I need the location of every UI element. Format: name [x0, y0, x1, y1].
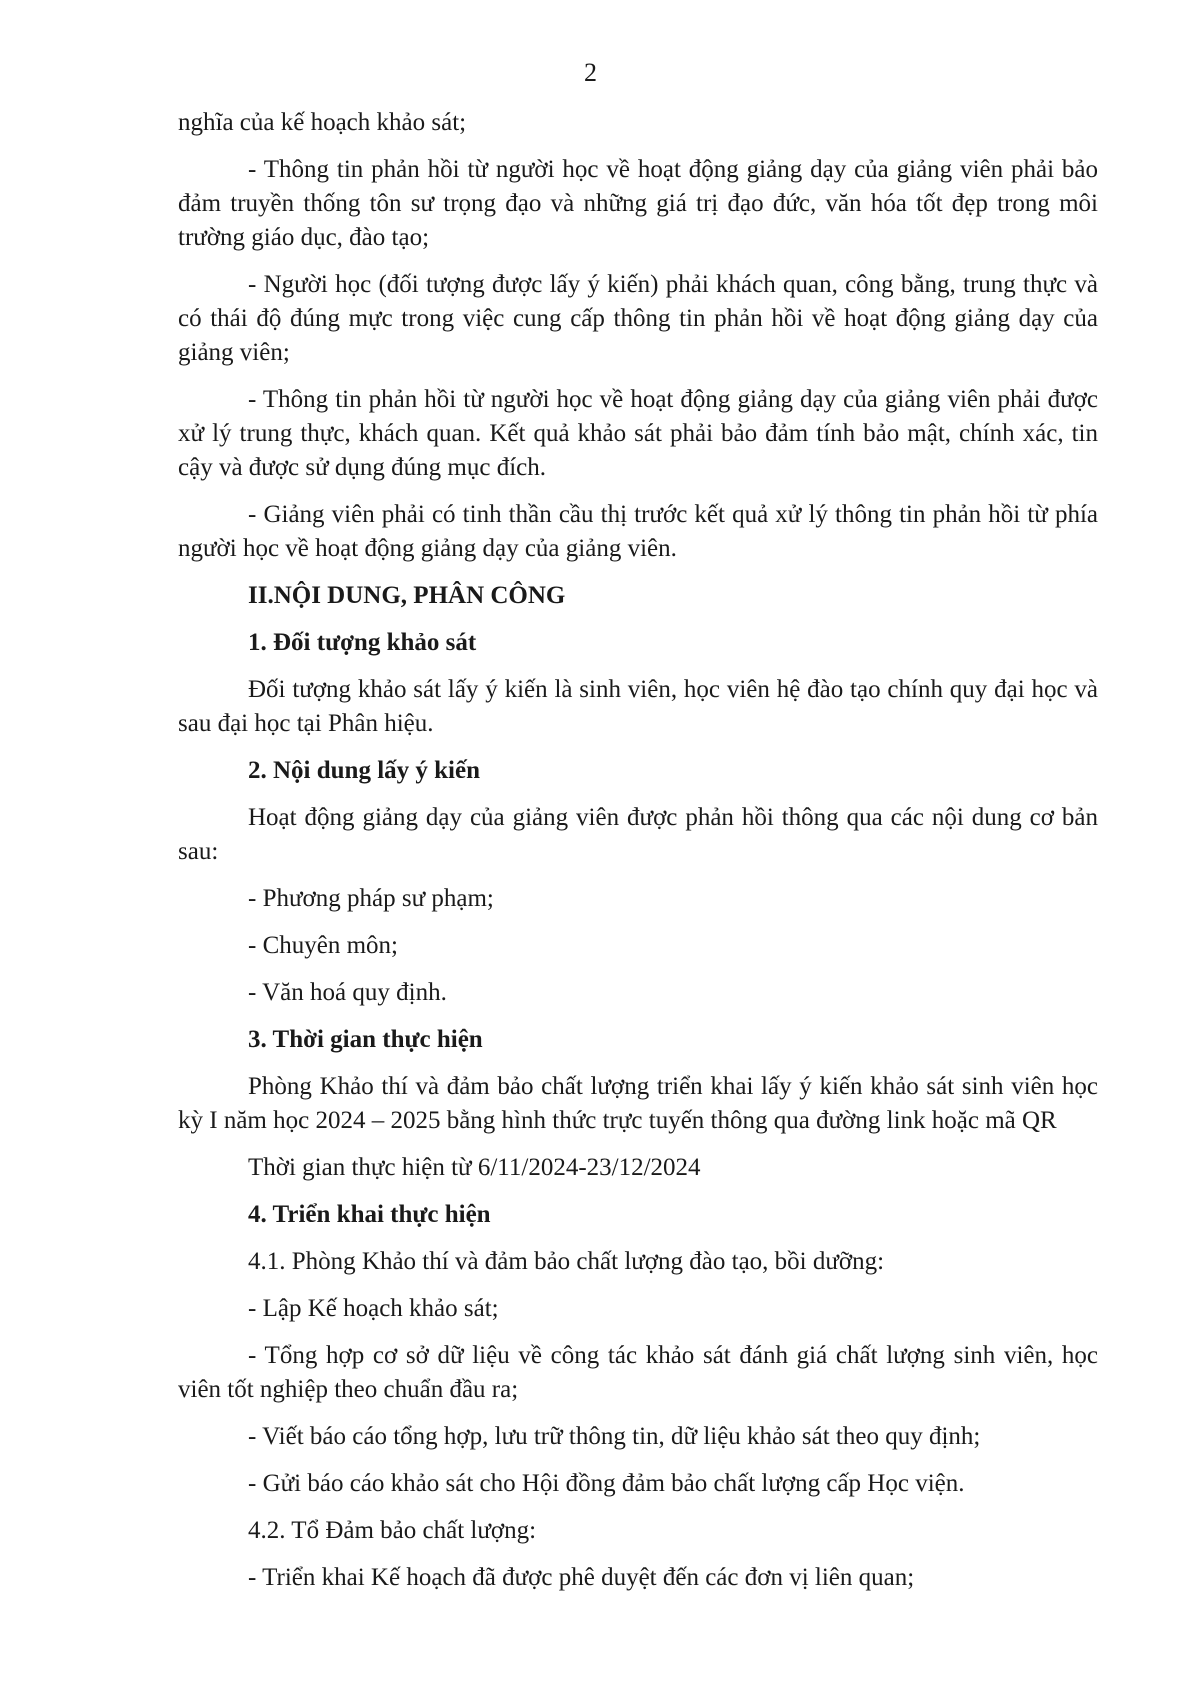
subheading-implementation: 4. Triển khai thực hiện [248, 1201, 491, 1228]
paragraph-survey-content: Hoạt động giảng dạy của giảng viên được phản hồi thông qua các nội dung cơ bản sau: [178, 804, 1098, 865]
document-body [178, 106, 1098, 1608]
paragraph-timeline-dates: Thời gian thực hiện từ 6/11/2024-23/12/2024 [248, 1154, 701, 1181]
paragraph-lecturer-attitude: - Giảng viên phải có tinh thần cầu thị trước kết quả xử lý thông tin phản hồi từ phía người học về hoạt động giảng dạy của giảng viên. [178, 501, 1098, 562]
list-item-deploy-plan: - Triển khai Kế hoạch đã được phê duyệt đến các đơn vị liên quan; [248, 1564, 915, 1591]
paragraph-survey-subjects: Đối tượng khảo sát lấy ý kiến là sinh viên, học viên hệ đào tạo chính quy đại học và sau đại học tại Phân hiệu. [178, 676, 1098, 737]
paragraph-feedback-processing: - Thông tin phản hồi từ người học về hoạt động giảng dạy của giảng viên phải được xử lý trung thực, khách quan. Kết quả khảo sát phải bảo đảm tính bảo mật, chính xác, tin cậy và được sử dụng đúng mục đích. [178, 386, 1098, 481]
subheading-timeline: 3. Thời gian thực hiện [248, 1026, 483, 1053]
paragraph-continuation: nghĩa của kế hoạch khảo sát; [178, 109, 467, 136]
paragraph-learner-objectivity: - Người học (đối tượng được lấy ý kiến) phải khách quan, công bằng, trung thực và có thái độ đúng mực trong việc cung cấp thông tin phản hồi về hoạt động giảng dạy của giảng viên; [178, 271, 1098, 366]
list-item-database: - Tổng hợp cơ sở dữ liệu về công tác khảo sát đánh giá chất lượng sinh viên, học viên tốt nghiệp theo chuẩn đầu ra; [178, 1342, 1098, 1403]
paragraph-feedback-tradition: - Thông tin phản hồi từ người học về hoạt động giảng dạy của giảng viên phải bảo đảm truyền thống tôn sư trọng đạo và những giá trị đạo đức, văn hóa tốt đẹp trong môi trường giáo dục, đào tạo; [178, 156, 1098, 251]
paragraph-qa-team: 4.2. Tổ Đảm bảo chất lượng: [248, 1517, 537, 1544]
paragraph-exam-office: 4.1. Phòng Khảo thí và đảm bảo chất lượng đào tạo, bồi dưỡng: [248, 1248, 885, 1275]
list-item-pedagogy: - Phương pháp sư phạm; [248, 885, 494, 912]
section-heading-content: II.NỘI DUNG, PHÂN CÔNG [248, 582, 566, 609]
subheading-survey-content: 2. Nội dung lấy ý kiến [248, 757, 481, 784]
list-item-send-report: - Gửi báo cáo khảo sát cho Hội đồng đảm bảo chất lượng cấp Học viện. [248, 1470, 965, 1497]
list-item-culture: - Văn hoá quy định. [248, 979, 447, 1006]
page-number: 2 [584, 58, 597, 87]
list-item-plan: - Lập Kế hoạch khảo sát; [248, 1295, 499, 1322]
paragraph-timeline: Phòng Khảo thí và đảm bảo chất lượng triển khai lấy ý kiến khảo sát sinh viên học kỳ I năm học 2024 – 2025 bằng hình thức trực tuyến thông qua đường link hoặc mã QR [178, 1073, 1098, 1134]
list-item-report: - Viết báo cáo tổng hợp, lưu trữ thông tin, dữ liệu khảo sát theo quy định; [248, 1423, 981, 1450]
subheading-survey-subjects: 1. Đối tượng khảo sát [248, 629, 477, 656]
list-item-expertise: - Chuyên môn; [248, 932, 398, 959]
